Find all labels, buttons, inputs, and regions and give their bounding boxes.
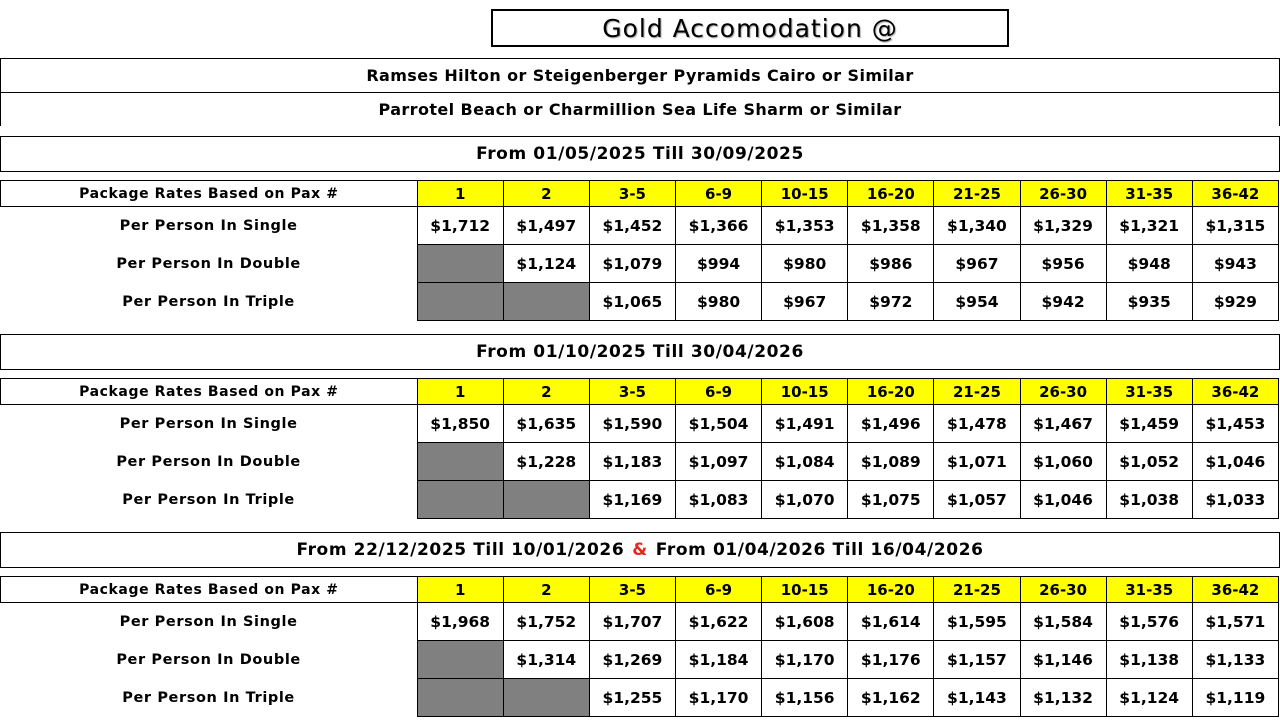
row-label: Per Person In Triple (1, 481, 418, 519)
rate-cell: $1,366 (676, 207, 762, 245)
pax-column-header: 16-20 (848, 181, 934, 207)
rate-cell: $1,228 (503, 443, 589, 481)
unavailable-cell (417, 679, 503, 717)
row-label: Per Person In Double (1, 245, 418, 283)
pax-column-header: 3-5 (589, 577, 675, 603)
rate-cell: $1,170 (762, 641, 848, 679)
rate-cell: $956 (1020, 245, 1106, 283)
pax-column-header: 2 (503, 577, 589, 603)
hotel-line-cairo: Ramses Hilton or Steigenberger Pyramids Cairo or Similar (0, 58, 1280, 92)
table-row (1, 603, 1279, 641)
rate-cell: $972 (848, 283, 934, 321)
unavailable-cell (503, 679, 589, 717)
unavailable-cell (417, 245, 503, 283)
page-title: Gold Accomodation @ (491, 9, 1009, 47)
header-label: Package Rates Based on Pax # (1, 181, 418, 207)
pax-column-header: 21-25 (934, 577, 1020, 603)
rate-cell: $935 (1106, 283, 1192, 321)
row-label: Per Person In Single (1, 207, 418, 245)
rate-cell: $1,496 (848, 405, 934, 443)
pax-column-header: 10-15 (762, 379, 848, 405)
header-row (1, 379, 1279, 405)
rate-cell: $1,038 (1106, 481, 1192, 519)
rate-cell: $1,146 (1020, 641, 1106, 679)
rate-cell: $1,071 (934, 443, 1020, 481)
rate-cell: $1,452 (589, 207, 675, 245)
rate-cell: $1,057 (934, 481, 1020, 519)
table-row (1, 207, 1279, 245)
pax-column-header: 6-9 (676, 577, 762, 603)
pax-column-header: 26-30 (1020, 181, 1106, 207)
period-2-title (0, 334, 1280, 370)
rate-cell: $1,608 (762, 603, 848, 641)
rate-cell: $1,156 (762, 679, 848, 717)
rate-cell: $948 (1106, 245, 1192, 283)
rate-cell: $1,075 (848, 481, 934, 519)
rate-cell: $1,132 (1020, 679, 1106, 717)
pax-column-header: 36-42 (1192, 181, 1278, 207)
rate-cell: $1,504 (676, 405, 762, 443)
rate-cell: $1,453 (1192, 405, 1278, 443)
pax-column-header: 2 (503, 379, 589, 405)
period-3-title (0, 532, 1280, 568)
table-row (1, 283, 1279, 321)
table-row (1, 641, 1279, 679)
table-row (1, 679, 1279, 717)
rate-cell: $1,315 (1192, 207, 1278, 245)
rate-cell: $1,459 (1106, 405, 1192, 443)
rate-cell: $1,119 (1192, 679, 1278, 717)
rates-table-period-2 (0, 378, 1279, 519)
rate-cell: $1,052 (1106, 443, 1192, 481)
pax-column-header: 6-9 (676, 181, 762, 207)
rate-cell: $1,329 (1020, 207, 1106, 245)
pax-column-header: 31-35 (1106, 379, 1192, 405)
pax-column-header: 21-25 (934, 379, 1020, 405)
rate-cell: $943 (1192, 245, 1278, 283)
rate-cell: $1,584 (1020, 603, 1106, 641)
rate-cell: $1,033 (1192, 481, 1278, 519)
rate-cell: $986 (848, 245, 934, 283)
row-label: Per Person In Single (1, 405, 418, 443)
rate-cell: $1,752 (503, 603, 589, 641)
period-3-title-part-2: From 01/04/2026 Till 16/04/2026 (655, 540, 984, 560)
rate-cell: $1,968 (417, 603, 503, 641)
rate-cell: $1,046 (1020, 481, 1106, 519)
period-3-title-part-1: From 22/12/2025 Till 10/01/2026 (296, 540, 625, 560)
rate-cell: $1,491 (762, 405, 848, 443)
pax-column-header: 26-30 (1020, 379, 1106, 405)
row-label: Per Person In Triple (1, 679, 418, 717)
pax-column-header: 1 (417, 379, 503, 405)
rate-cell: $1,070 (762, 481, 848, 519)
rate-cell: $1,060 (1020, 443, 1106, 481)
pax-column-header: 21-25 (934, 181, 1020, 207)
period-1-title (0, 136, 1280, 172)
pax-column-header: 16-20 (848, 577, 934, 603)
period-2-title-text: From 01/10/2025 Till 30/04/2026 (476, 342, 804, 362)
rate-cell: $929 (1192, 283, 1278, 321)
header-label: Package Rates Based on Pax # (1, 577, 418, 603)
table-row (1, 245, 1279, 283)
rate-cell: $1,065 (589, 283, 675, 321)
rate-cell: $1,097 (676, 443, 762, 481)
rate-cell: $942 (1020, 283, 1106, 321)
rate-cell: $1,138 (1106, 641, 1192, 679)
rate-cell: $1,850 (417, 405, 503, 443)
rate-cell: $967 (762, 283, 848, 321)
row-label: Per Person In Triple (1, 283, 418, 321)
unavailable-cell (503, 283, 589, 321)
rate-cell: $1,255 (589, 679, 675, 717)
unavailable-cell (503, 481, 589, 519)
rate-cell: $1,183 (589, 443, 675, 481)
header-label: Package Rates Based on Pax # (1, 379, 418, 405)
rate-cell: $1,622 (676, 603, 762, 641)
row-label: Per Person In Single (1, 603, 418, 641)
table-row (1, 481, 1279, 519)
unavailable-cell (417, 283, 503, 321)
pax-column-header: 2 (503, 181, 589, 207)
rate-cell: $1,497 (503, 207, 589, 245)
rate-cell: $1,176 (848, 641, 934, 679)
pax-column-header: 10-15 (762, 181, 848, 207)
pax-column-header: 1 (417, 577, 503, 603)
rate-cell: $1,089 (848, 443, 934, 481)
pax-column-header: 3-5 (589, 181, 675, 207)
rate-cell: $1,184 (676, 641, 762, 679)
rate-cell: $1,340 (934, 207, 1020, 245)
rate-cell: $1,353 (762, 207, 848, 245)
pax-column-header: 31-35 (1106, 181, 1192, 207)
period-1-title-text: From 01/05/2025 Till 30/09/2025 (476, 144, 804, 164)
rates-table-period-3 (0, 576, 1279, 717)
rate-cell: $1,595 (934, 603, 1020, 641)
period-3-title-ampersand: & (632, 540, 648, 560)
table-row (1, 443, 1279, 481)
rate-cell: $967 (934, 245, 1020, 283)
rate-cell: $1,571 (1192, 603, 1278, 641)
rate-cell: $1,169 (589, 481, 675, 519)
rate-cell: $1,133 (1192, 641, 1278, 679)
unavailable-cell (417, 481, 503, 519)
rate-cell: $1,124 (1106, 679, 1192, 717)
rate-cell: $1,467 (1020, 405, 1106, 443)
pax-column-header: 16-20 (848, 379, 934, 405)
rate-cell: $980 (676, 283, 762, 321)
rate-cell: $1,170 (676, 679, 762, 717)
rate-cell: $954 (934, 283, 1020, 321)
pax-column-header: 6-9 (676, 379, 762, 405)
pax-column-header: 36-42 (1192, 577, 1278, 603)
rate-cell: $1,079 (589, 245, 675, 283)
rate-cell: $1,084 (762, 443, 848, 481)
pax-column-header: 31-35 (1106, 577, 1192, 603)
rate-cell: $980 (762, 245, 848, 283)
table-row (1, 405, 1279, 443)
rate-cell: $1,614 (848, 603, 934, 641)
rates-table-period-1 (0, 180, 1279, 321)
rate-cell: $1,143 (934, 679, 1020, 717)
row-label: Per Person In Double (1, 641, 418, 679)
rate-cell: $1,635 (503, 405, 589, 443)
pax-column-header: 36-42 (1192, 379, 1278, 405)
rate-cell: $1,157 (934, 641, 1020, 679)
rate-cell: $1,083 (676, 481, 762, 519)
pax-column-header: 26-30 (1020, 577, 1106, 603)
pax-column-header: 3-5 (589, 379, 675, 405)
rate-cell: $1,046 (1192, 443, 1278, 481)
rate-cell: $994 (676, 245, 762, 283)
rate-cell: $1,590 (589, 405, 675, 443)
pax-column-header: 10-15 (762, 577, 848, 603)
rate-cell: $1,124 (503, 245, 589, 283)
rate-cell: $1,321 (1106, 207, 1192, 245)
header-row (1, 577, 1279, 603)
header-row (1, 181, 1279, 207)
rate-cell: $1,576 (1106, 603, 1192, 641)
rate-cell: $1,162 (848, 679, 934, 717)
rate-cell: $1,478 (934, 405, 1020, 443)
row-label: Per Person In Double (1, 443, 418, 481)
rate-cell: $1,358 (848, 207, 934, 245)
rate-cell: $1,707 (589, 603, 675, 641)
rate-cell: $1,712 (417, 207, 503, 245)
rate-cell: $1,269 (589, 641, 675, 679)
pax-column-header: 1 (417, 181, 503, 207)
rate-cell: $1,314 (503, 641, 589, 679)
hotel-line-sharm: Parrotel Beach or Charmillion Sea Life Sharm or Similar (0, 92, 1280, 126)
unavailable-cell (417, 641, 503, 679)
unavailable-cell (417, 443, 503, 481)
